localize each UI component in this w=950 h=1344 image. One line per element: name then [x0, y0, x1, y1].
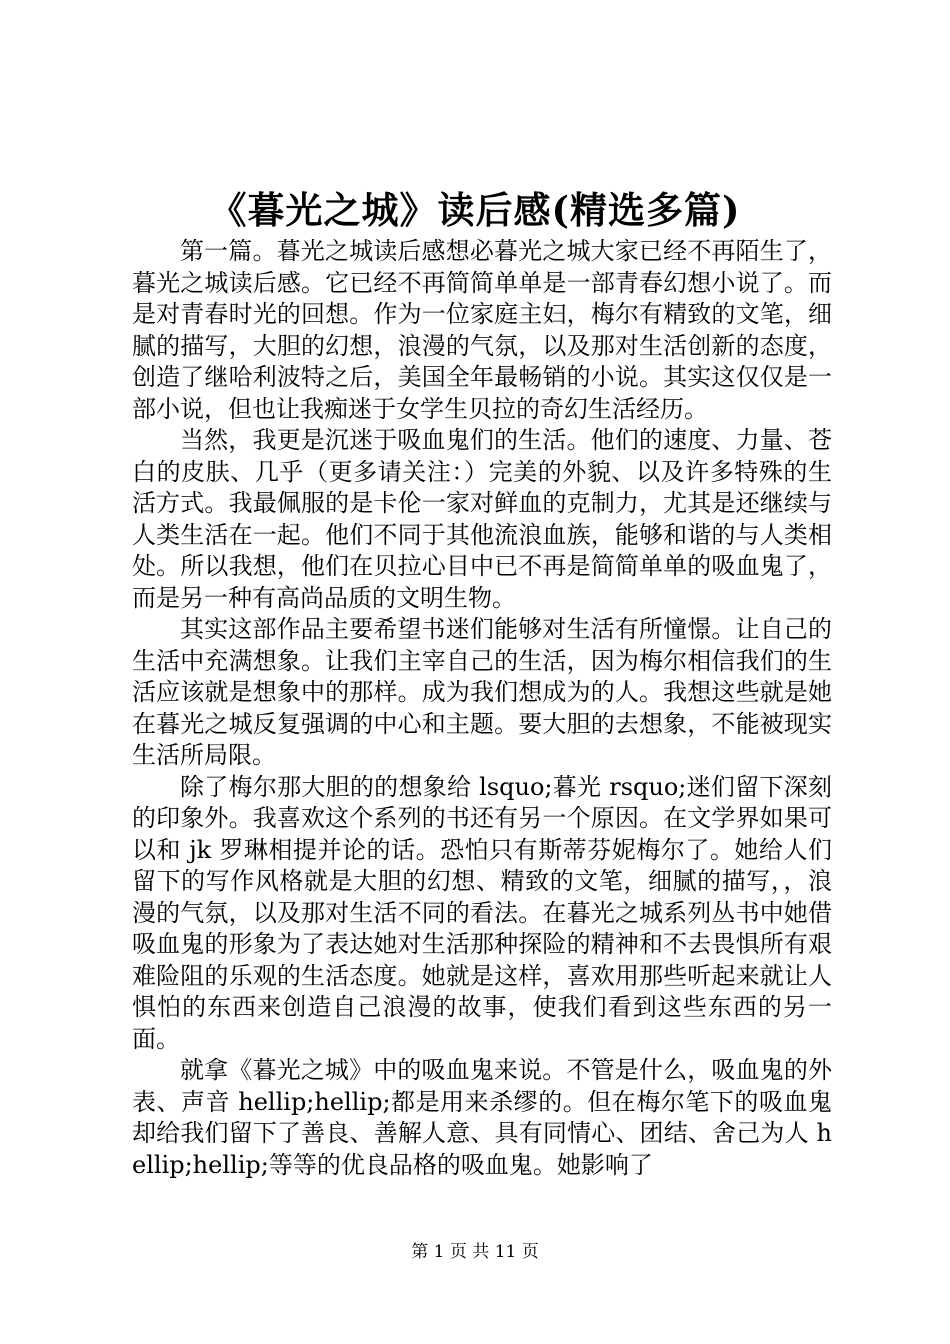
paragraph: 当然，我更是沉迷于吸血鬼们的生活。他们的速度、力量、苍白的皮肤、几乎（更多请关注：）完美的外貌、以及许多特殊的生活方式。我最佩服的是卡伦一家对鲜血的克制力，尤其是还继续与人类生活在一起。他们不同于其他流浪血族，能够和谐的与人类相处。所以我想，他们在贝拉心目中已不再是简简单单的吸血鬼了，而是另一种有高尚品质的文明生物。 [132, 426, 832, 612]
paragraph: 就拿《暮光之城》中的吸血鬼来说。不管是什么，吸血鬼的外表、声音 hellip;hellip;都是用来杀缪的。但在梅尔笔下的吸血鬼却给我们留下了善良、善解人意、具有同情心、团结、舍己为人 hellip;hellip;等等的优良品格的吸血鬼。她影响了 [132, 1056, 832, 1179]
paragraph: 其实这部作品主要希望书迷们能够对生活有所憧憬。让自己的生活中充满想象。让我们主宰自己的生活，因为梅尔相信我们的生活应该就是想象中的那样。成为我们想成为的人。我想这些就是她在暮光之城反复强调的中心和主题。要大胆的去想象，不能被现实生活所局限。 [132, 615, 832, 769]
page-number-footer: 第 1 页 共 11 页 [411, 1242, 539, 1262]
document-title: 《暮光之城》读后感(精选多篇) [209, 188, 741, 232]
paragraph: 第一篇。暮光之城读后感想必暮光之城大家已经不再陌生了，暮光之城读后感。它已经不再简简单单是一部青春幻想小说了。而是对青春时光的回想。作为一位家庭主妇，梅尔有精致的文笔，细腻的描写，大胆的幻想，浪漫的气氛，以及那对生活创新的态度，创造了继哈利波特之后，美国全年最畅销的小说。其实这仅仅是一部小说，但也让我痴迷于女学生贝拉的奇幻生活经历。 [132, 237, 832, 423]
document-body [132, 236, 832, 1181]
paragraph: 除了梅尔那大胆的的想象给 lsquo;暮光 rsquo;迷们留下深刻的印象外。我喜欢这个系列的书还有另一个原因。在文学界如果可以和 jk 罗琳相提并论的话。恐怕只有斯蒂芬妮梅尔了。她给人们留下的写作风格就是大胆的幻想、精致的文笔，细腻的描写，，浪漫的气氛，以及那对生活不同的看法。在暮光之城系列丛书中她借吸血鬼的形象为了表达她对生活那种探险的精神和不去畏惧所有艰难险阻的乐观的生活态度。她就是这样，喜欢用那些听起来就让人惧怕的东西来创造自己浪漫的故事，使我们看到这些东西的另一面。 [132, 772, 832, 1053]
